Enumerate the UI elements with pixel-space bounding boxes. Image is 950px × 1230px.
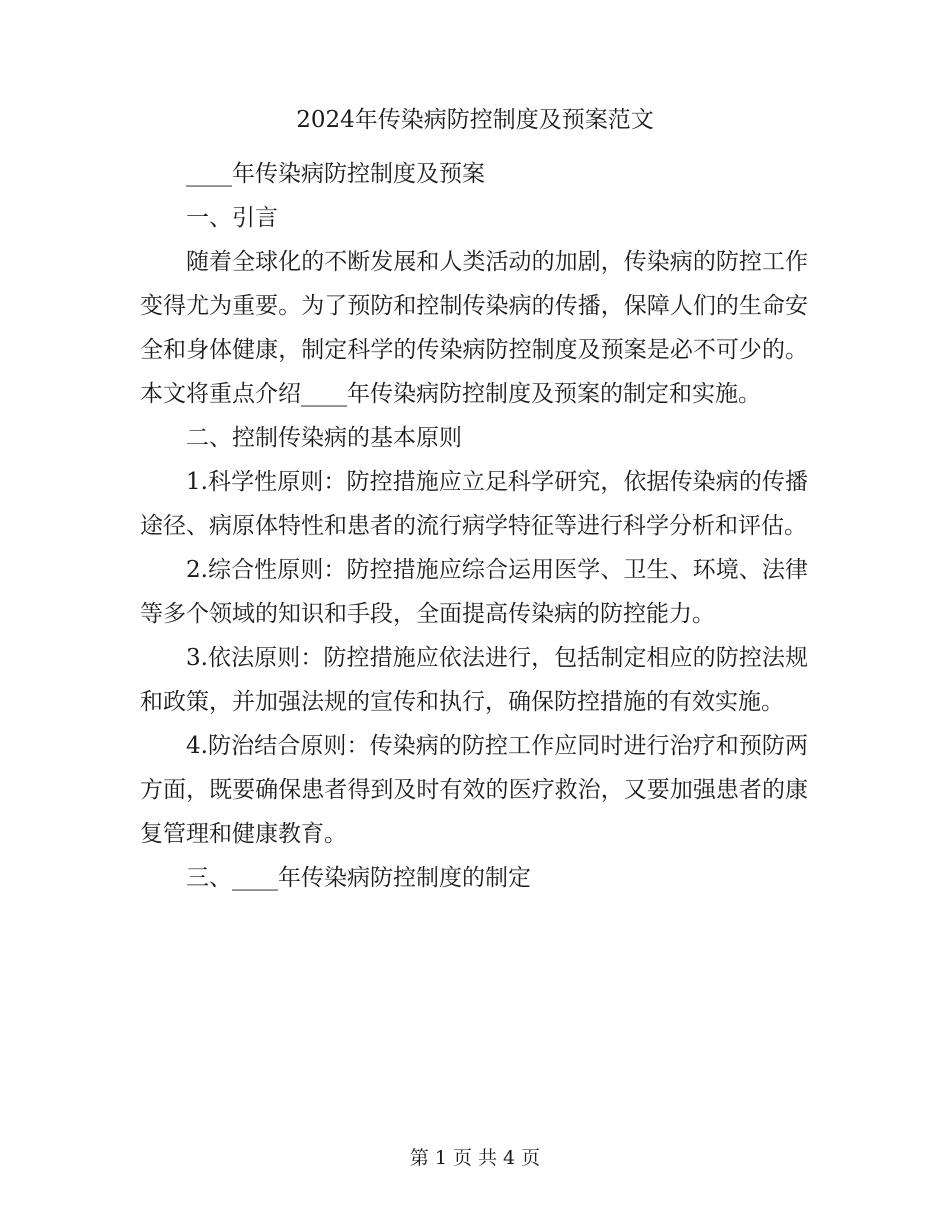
list-item-principle-4: 4.防治结合原则：传染病的防控工作应同时进行治疗和预防两方面，既要确保患者得到及时有效的医疗救治，又要加强患者的康复管理和健康教育。 bbox=[140, 733, 808, 847]
document-body bbox=[140, 152, 808, 900]
list-item-principle-1: 1.科学性原则：防控措施应立足科学研究，依据传染病的传播途径、病原体特性和患者的流行病学特征等进行科学分析和评估。 bbox=[140, 469, 808, 539]
page-number-footer: 第 1 页 共 4 页 bbox=[409, 1147, 541, 1169]
list-item-principle-2: 2.综合性原则：防控措施应综合运用医学、卫生、环境、法律等多个领域的知识和手段，全面提高传染病的防控能力。 bbox=[140, 557, 808, 627]
body-paragraph: 随着全球化的不断发展和人类活动的加剧，传染病的防控工作变得尤为重要。为了预防和控制传染病的传播，保障人们的生命安全和身体健康，制定科学的传染病防控制度及预案是必不可少的。本文将重点介绍____年传染病防控制度及预案的制定和实施。 bbox=[140, 249, 808, 407]
section-heading-principles: 二、控制传染病的基本原则 bbox=[186, 425, 462, 451]
document-title: 2024年传染病防控制度及预案范文 bbox=[296, 107, 654, 133]
section-heading-formulation: 三、____年传染病防控制度的制定 bbox=[186, 865, 531, 891]
list-item-principle-3: 3.依法原则：防控措施应依法进行，包括制定相应的防控法规和政策，并加强法规的宣传和执行，确保防控措施的有效实施。 bbox=[140, 645, 808, 715]
section-heading-introduction: 一、引言 bbox=[186, 205, 278, 231]
subtitle-paragraph: ____年传染病防控制度及预案 bbox=[186, 161, 485, 187]
